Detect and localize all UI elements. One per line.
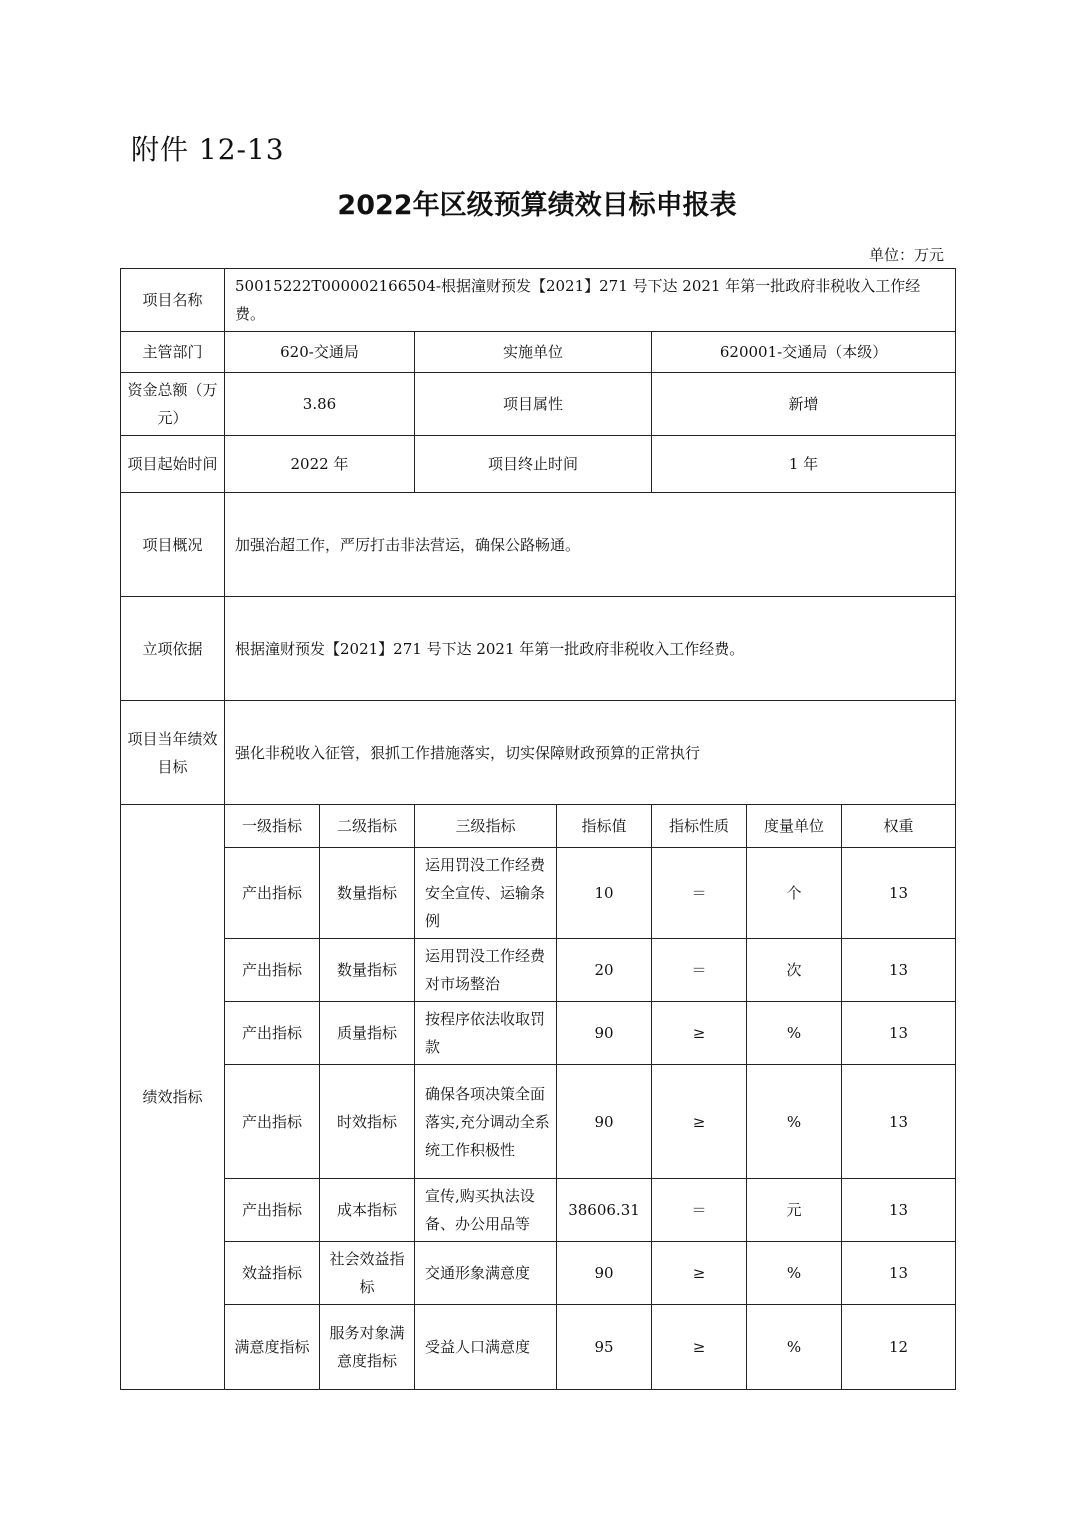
header-cell: 权重 [842, 805, 956, 848]
end-value: 1 年 [652, 436, 956, 493]
weight-cell: 13 [842, 1065, 956, 1179]
level2-cell: 时效指标 [320, 1065, 415, 1179]
goal-value: 强化非税收入征管，狠抓工作措施落实，切实保障财政预算的正常执行 [225, 701, 956, 805]
level1-cell: 满意度指标 [225, 1305, 320, 1390]
attachment-label: 附件 12-13 [131, 133, 285, 166]
indicator-section-label: 绩效指标 [121, 805, 225, 1390]
overview-label: 项目概况 [121, 493, 225, 597]
row-basis [121, 597, 956, 701]
value-cell: 95 [557, 1305, 652, 1390]
row-project-name [121, 269, 956, 332]
level2-cell: 成本指标 [320, 1179, 415, 1242]
project-name-value: 50015222T000002166504-根据潼财预发【2021】271 号下达 2021 年第一批政府非税收入工作经费。 [225, 269, 956, 332]
fund-label: 资金总额（万元） [121, 373, 225, 436]
dept-label: 主管部门 [121, 332, 225, 373]
level3-cell: 宣传,购买执法设备、办公用品等 [415, 1179, 557, 1242]
impl-label: 实施单位 [415, 332, 652, 373]
value-cell: 20 [557, 939, 652, 1002]
unit-cell: 次 [747, 939, 842, 1002]
nature-cell: ≥ [652, 1002, 747, 1065]
level1-cell: 产出指标 [225, 1065, 320, 1179]
project-name-label: 项目名称 [121, 269, 225, 332]
overview-value: 加强治超工作，严厉打击非法营运，确保公路畅通。 [225, 493, 956, 597]
nature-cell: ＝ [652, 939, 747, 1002]
weight-cell: 13 [842, 1242, 956, 1305]
basis-value: 根据潼财预发【2021】271 号下达 2021 年第一批政府非税收入工作经费。 [225, 597, 956, 701]
level1-cell: 产出指标 [225, 1002, 320, 1065]
unit-cell: 个 [747, 848, 842, 939]
indicator-row [121, 848, 956, 939]
level2-cell: 数量指标 [320, 848, 415, 939]
row-fund [121, 373, 956, 436]
level3-cell: 确保各项决策全面落实,充分调动全系统工作积极性 [415, 1065, 557, 1179]
value-cell: 90 [557, 1242, 652, 1305]
unit-cell: % [747, 1002, 842, 1065]
weight-cell: 13 [842, 939, 956, 1002]
weight-cell: 13 [842, 1179, 956, 1242]
value-cell: 90 [557, 1065, 652, 1179]
header-cell: 度量单位 [747, 805, 842, 848]
level2-cell: 服务对象满意度指标 [320, 1305, 415, 1390]
value-cell: 90 [557, 1002, 652, 1065]
level1-cell: 效益指标 [225, 1242, 320, 1305]
header-cell: 指标性质 [652, 805, 747, 848]
impl-value: 620001-交通局（本级） [652, 332, 956, 373]
level2-cell: 数量指标 [320, 939, 415, 1002]
level3-cell: 运用罚没工作经费对市场整治 [415, 939, 557, 1002]
indicator-row [121, 1065, 956, 1179]
level2-cell: 社会效益指标 [320, 1242, 415, 1305]
level3-cell: 运用罚没工作经费安全宣传、运输条例 [415, 848, 557, 939]
row-department [121, 332, 956, 373]
row-time [121, 436, 956, 493]
value-cell: 10 [557, 848, 652, 939]
level1-cell: 产出指标 [225, 1179, 320, 1242]
start-label: 项目起始时间 [121, 436, 225, 493]
header-cell: 三级指标 [415, 805, 557, 848]
fund-value: 3.86 [225, 373, 415, 436]
goal-label: 项目当年绩效目标 [121, 701, 225, 805]
indicator-header-row [121, 805, 956, 848]
nature-cell: ≥ [652, 1305, 747, 1390]
level3-cell: 按程序依法收取罚款 [415, 1002, 557, 1065]
indicator-row [121, 1002, 956, 1065]
value-cell: 38606.31 [557, 1179, 652, 1242]
level1-cell: 产出指标 [225, 939, 320, 1002]
level3-cell: 受益人口满意度 [415, 1305, 557, 1390]
weight-cell: 12 [842, 1305, 956, 1390]
attr-value: 新增 [652, 373, 956, 436]
indicator-row [121, 939, 956, 1002]
level1-cell: 产出指标 [225, 848, 320, 939]
header-cell: 二级指标 [320, 805, 415, 848]
indicator-row [121, 1179, 956, 1242]
unit-cell: % [747, 1065, 842, 1179]
header-cell: 指标值 [557, 805, 652, 848]
nature-cell: ＝ [652, 1179, 747, 1242]
weight-cell: 13 [842, 1002, 956, 1065]
unit-cell: % [747, 1242, 842, 1305]
indicator-row [121, 1305, 956, 1390]
nature-cell: ≥ [652, 1065, 747, 1179]
page-title: 2022年区级预算绩效目标申报表 [337, 190, 737, 221]
basis-label: 立项依据 [121, 597, 225, 701]
nature-cell: ≥ [652, 1242, 747, 1305]
row-goal [121, 701, 956, 805]
level2-cell: 质量指标 [320, 1002, 415, 1065]
budget-form-table [120, 268, 956, 1390]
weight-cell: 13 [842, 848, 956, 939]
unit-cell: 元 [747, 1179, 842, 1242]
level3-cell: 交通形象满意度 [415, 1242, 557, 1305]
unit-label: 单位：万元 [868, 246, 944, 264]
end-label: 项目终止时间 [415, 436, 652, 493]
nature-cell: ＝ [652, 848, 747, 939]
row-overview [121, 493, 956, 597]
dept-value: 620-交通局 [225, 332, 415, 373]
indicator-row [121, 1242, 956, 1305]
attr-label: 项目属性 [415, 373, 652, 436]
header-cell: 一级指标 [225, 805, 320, 848]
unit-cell: % [747, 1305, 842, 1390]
start-value: 2022 年 [225, 436, 415, 493]
